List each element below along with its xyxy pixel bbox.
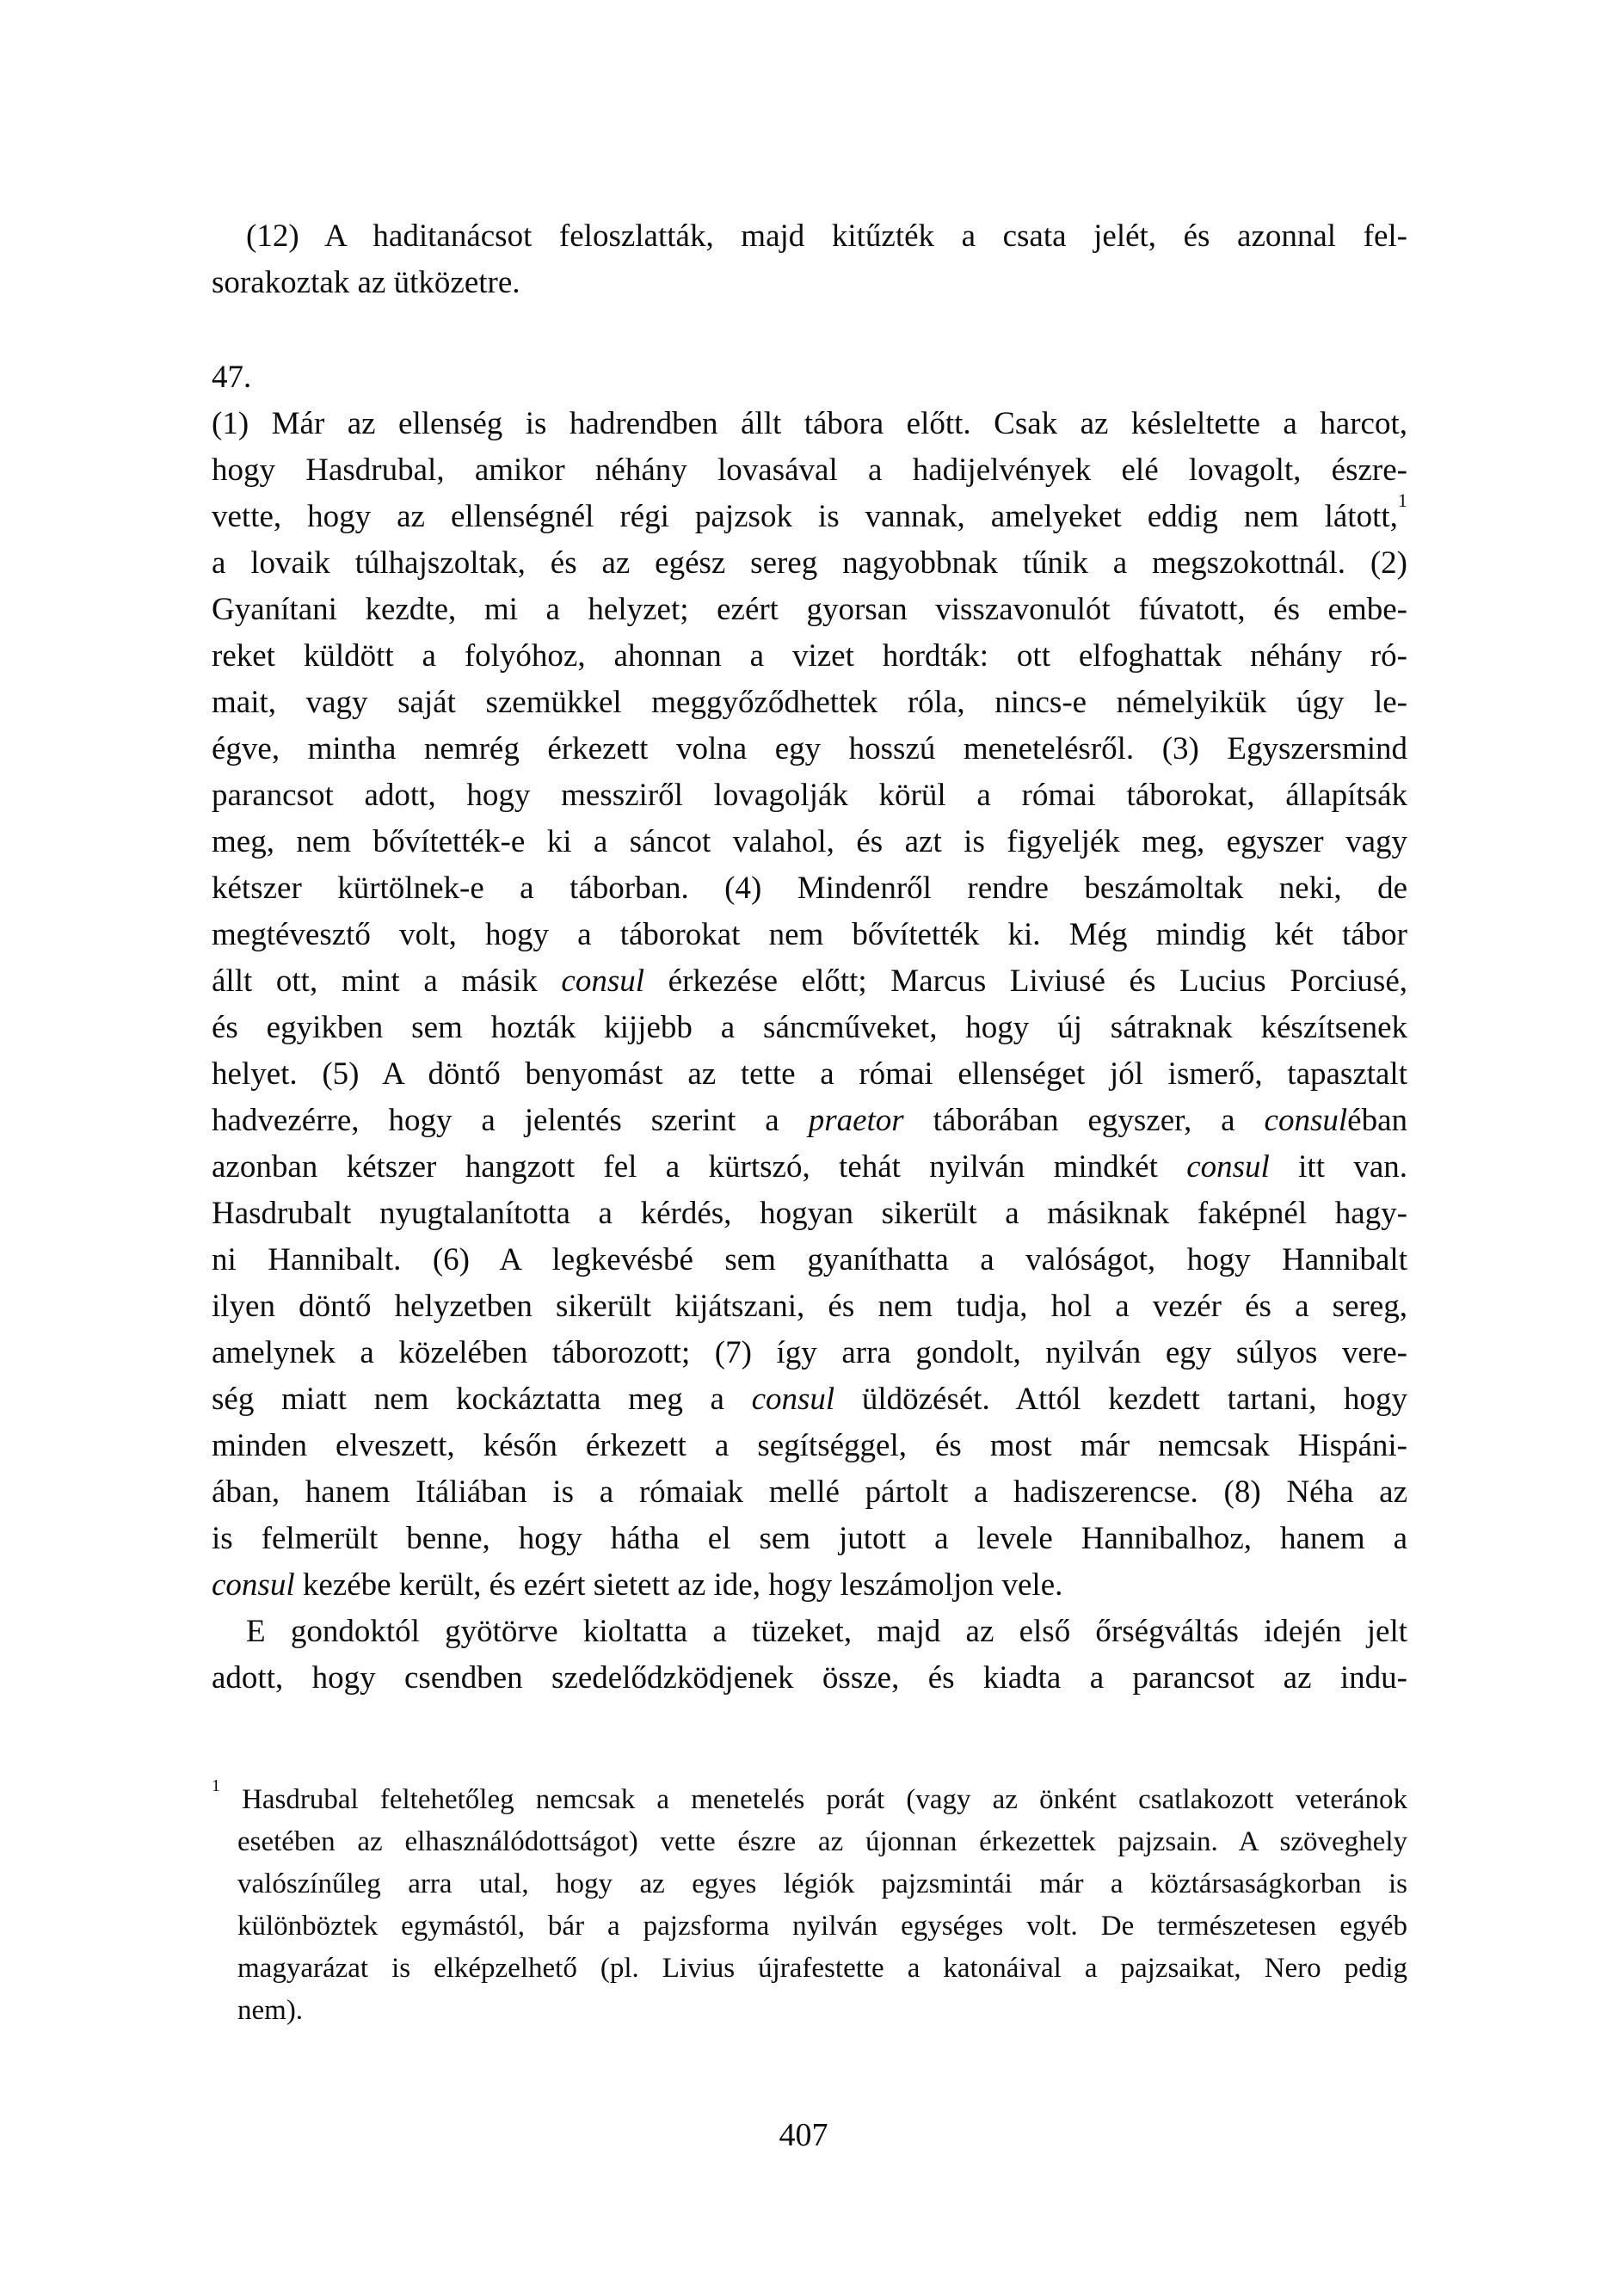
text-line: ni Hannibalt. (6) A legkevésbé sem gyaníthatta a valóságot, hogy Hannibalt (212, 1242, 1407, 1277)
text-line: Gyanítani kezdte, mi a helyzet; ezért gyorsan visszavonulót fúvatott, és embe- (212, 592, 1407, 627)
text-line: hadvezérre, hogy a jelentés szerint a praetor táborában egyszer, a consuléban (212, 1103, 1408, 1138)
text-line: helyet. (5) A döntő benyomást az tette a római ellenséget jól ismerő, tapasztalt (212, 1056, 1407, 1092)
text-line: 47. (212, 360, 252, 395)
text-line: meg, nem bővítették-e ki a sáncot valahol, és azt is figyeljék meg, egyszer vagy (212, 824, 1407, 859)
text-line: vette, hogy az ellenségnél régi pajzsok is vannak, amelyeket eddig nem látott,$^1$ (212, 489, 1407, 534)
text-line: E gondoktól gyötörve kioltatta a tüzeket, majd az első őrségváltás idején jelt (246, 1614, 1407, 1649)
text-line: reket küldött a folyóhoz, ahonnan a vizet hordták: ott elfoghattak néhány ró- (212, 638, 1407, 674)
text-line: amelynek a közelében táborozott; (7) így arra gondolt, nyilván egy súlyos vere- (212, 1335, 1407, 1370)
body-text (212, 213, 1407, 1702)
text-line: kétszer kürtölnek-e a táborban. (4) Mindenről rendre beszámoltak neki, de (212, 871, 1407, 906)
text-line: Hasdrubalt nyugtalanította a kérdés, hogyan sikerült a másiknak faképnél hagy- (212, 1196, 1407, 1231)
text-line: (1) Már az ellenség is hadrendben állt tábora előtt. Csak az késleltette a harcot, (212, 406, 1407, 441)
text-line: ség miatt nem kockáztatta meg a consul üldözését. Attól kezdett tartani, hogy (212, 1382, 1408, 1417)
chapter-47-paragraph (212, 401, 1407, 1609)
footnote-line: nem). (237, 1995, 304, 2026)
text-line: is felmerült benne, hogy hátha el sem jutott a levele Hannibalhoz, hanem a (212, 1521, 1407, 1556)
text-line: minden elveszett, későn érkezett a segítséggel, és most már nemcsak Hispáni- (212, 1428, 1407, 1463)
text-line: és egyikben sem hozták kijjebb a sáncműveket, hogy új sátraknak készítsenek (212, 1010, 1407, 1045)
text-line: ában, hanem Itáliában is a rómaiak mellé pártolt a hadiszerencse. (8) Néha az (212, 1474, 1407, 1510)
text-line: hogy Hasdrubal, amikor néhány lovasával a hadijelvények elé lovagolt, észre- (212, 452, 1407, 488)
text-line: a lovaik túlhajszoltak, és az egész sereg nagyobbnak tűnik a megszokottnál. (2) (212, 545, 1407, 581)
footnote-line: valószínűleg arra utal, hogy az egyes légiók pajzsmintái már a köztársaságkorban is (237, 1868, 1407, 1899)
footnote-line: $^1$ Hasdrubal feltehetőleg nemcsak a menetelés porát (vagy az önként csatlakozott veteránok (212, 1776, 1407, 1815)
text-line: ilyen döntő helyzetben sikerült kijátszani, és nem tudja, hol a vezér és a sereg, (212, 1289, 1407, 1324)
footnote-line: magyarázat is elképzelhető (pl. Livius újrafestette a katonáival a pajzsaikat, Nero pedig (237, 1953, 1407, 1984)
opening-paragraph (212, 213, 1407, 306)
page-number: 407 (779, 2117, 828, 2153)
footnote-line: esetében az elhasználódottságot) vette észre az újonnan érkezettek pajzsain. A szöveghely (237, 1826, 1407, 1857)
text-line: adott, hogy csendben szedelődzködjenek össze, és kiadta a parancsot az indu- (212, 1660, 1407, 1696)
text-line: consul kezébe került, és ezért sietett az ide, hogy leszámoljon vele. (212, 1567, 1063, 1603)
text-line: sorakoztak az ütközetre. (212, 265, 520, 300)
text-line: égve, mintha nemrég érkezett volna egy hosszú menetelésről. (3) Egyszersmind (212, 731, 1407, 766)
text-line: mait, vagy saját szemükkel meggyőződhettek róla, nincs-e némelyikük úgy le- (212, 685, 1407, 720)
footnote-line: különböztek egymástól, bár a pajzsforma nyilván egységes volt. De természetesen egyéb (237, 1911, 1407, 1942)
text-line: (12) A haditanácsot feloszlatták, majd kitűzték a csata jelét, és azonnal fel- (246, 219, 1407, 254)
footnote (212, 1776, 1407, 2032)
chapter-heading (212, 354, 1407, 401)
text-line: megtévesztő volt, hogy a táborokat nem bővítették ki. Még mindig két tábor (212, 917, 1407, 952)
text-line: azonban kétszer hangzott fel a kürtszó, tehát nyilván mindkét consul itt van. (212, 1149, 1407, 1185)
closing-paragraph (212, 1609, 1407, 1702)
text-line: állt ott, mint a másik consul érkezése előtt; Marcus Liviusé és Lucius Porciusé, (212, 963, 1407, 999)
text-line: parancsot adott, hogy messziről lovagolják körül a római táborokat, állapítsák (212, 778, 1407, 813)
